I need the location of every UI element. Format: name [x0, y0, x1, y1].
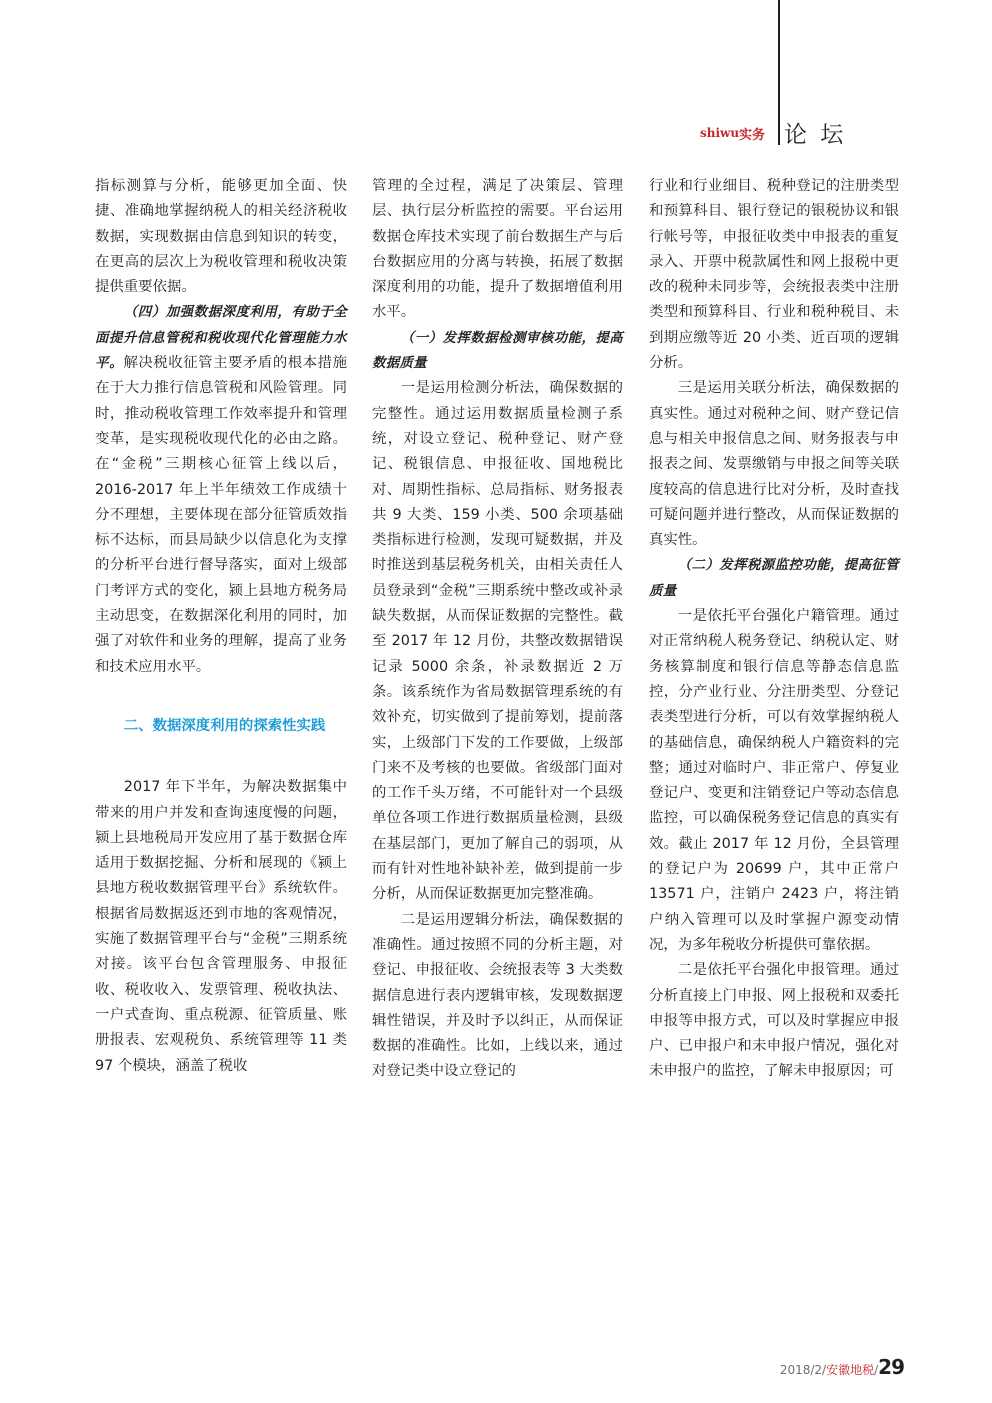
section-heading: 二、数据深度利用的探索性实践	[123, 717, 326, 734]
paragraph: 二是依托平台强化申报管理。通过分析直接上门申报、网上报税和双委托申报等申报方式，可以及时掌握应申报户、已申报户和未申报户情况，强化对未申报户的监控，了解未申报原因；可	[649, 962, 899, 1080]
subheading-text: （一）发挥数据检测审核功能，提高数据质量	[372, 329, 623, 372]
paragraph: 二是运用逻辑分析法，确保数据的准确性。通过按照不同的分析主题，对登记、申报征收、会统报表等 3 大类数据信息进行表内逻辑审核，发现数据逻辑性错误，并及时予以纠正，从而保证数据的准确性。比如，上线以来，通过对登记类中设立登记的	[372, 911, 623, 1080]
page-header	[700, 118, 900, 148]
paragraph: 2017 年下半年，为解决数据集中带来的用户并发和查询速度慢的问题，颍上县地税局开发应用了基于数据仓库适用于数据挖掘、分析和展现的《颍上县地方税收数据管理平台》系统软件。根据省局数据返还到市地的客观情况，实施了数据管理平台与“金税”三期系统对接。该平台包含管理服务、申报征收、税收收入、发票管理、税收执法、一户式查询、重点税源、征管质量、账册报表、宏观税负、系统管理等 11 类 97 个模块，涵盖了税收	[95, 779, 347, 1074]
text-column-1	[95, 174, 347, 1079]
paragraph	[95, 300, 347, 679]
subheading-text: （二）发挥税源监控功能，提高征管质量	[649, 557, 899, 599]
paragraph: 一是运用检测分析法，确保数据的完整性。通过运用数据质量检测子系统，对设立登记、税种登记、财产登记、税银信息、申报征收、国地税比对、周期性指标、总局指标、财务报表共 9 大类、159 小类、500 余项基础类指标进行检测，发现可疑数据，并及时推送到基层税务机关，由相关责任人员登录到“金税”三期系统中整改或补录缺失数据，从而保证数据的完整性。截至 2017 年 12 月份，共整改数据错误记录 5000 余条，补录数据近 2 万条。该系统作为省局数据管理系统的有效补充，切实做到了提前筹划，提前落实，上级部门下发的工作要做，上级部门来不及考核的也要做。省级部门面对的工作千头万绪，不可能针对一个县级单位各项工作进行数据质量检测，县级在基层部门，更加了解自己的弱项，从而有针对性地补缺补差，做到提前一步分析，从而保证数据更加完整准确。	[372, 380, 623, 903]
subheading: （四）加强数据深度利用，有助于全面提升信息管税和税收现代化管理能力水平。	[95, 304, 347, 372]
paragraph: 指标测算与分析，能够更加全面、快捷、准确地掌握纳税人的相关经济税收数据，实现数据由信息到知识的转变，在更高的层次上为税收管理和税收决策提供重要依据。	[95, 178, 347, 296]
paragraph-body: 解决税收征管主要矛盾的根本措施在于大力推行信息管税和风险管理。同时，推动税收管理工作效率提升和管理变革，是实现税收现代化的必由之路。在“金税”三期核心征管上线以后，2016-2017 年上半年绩效工作成绩十分不理想，主要体现在部分征管质效指标不达标，而县局缺少以信息化为支撑的分析平台进行督导落实，面对上级部门考评方式的变化，颍上县地方税务局主动思变，在数据深化利用的同时，加强了对软件和业务的理解，提高了业务和技术应用水平。	[95, 355, 347, 675]
section-label-cn: 实务	[739, 128, 766, 143]
text-column-3	[649, 174, 899, 1085]
page-number: 29	[878, 1355, 904, 1379]
page-footer	[780, 1355, 904, 1379]
issue-date: 2018/2/	[779, 1363, 827, 1377]
subheading	[649, 553, 899, 604]
column-title: 论 坛	[784, 122, 847, 148]
magazine-name: 安徽地税	[826, 1363, 875, 1377]
paragraph: 行业和行业细目、税种登记的注册类型和预算科目、银行登记的银税协议和银行帐号等，申报征收类中申报表的重复录入、开票中税款属性和网上报税中更改的税种未同步等，会统报表类中注册类型和预算科目、行业和税种税目、未到期应缴等近 20 小类、近百项的逻辑分析。	[649, 178, 899, 372]
paragraph: 三是运用关联分析法，确保数据的真实性。通过对税种之间、财产登记信息与相关申报信息之间、财务报表与申报表之间、发票缴销与申报之间等关联度较高的信息进行比对分析，及时查找可疑问题并进行整改，从而保证数据的真实性。	[649, 380, 899, 549]
paragraph: 管理的全过程，满足了决策层、管理层、执行层分析监控的需要。平台运用数据仓库技术实现了前台数据生产与后台数据应用的分离与转换，拓展了数据深度利用的功能，提升了数据增值利用水平。	[372, 178, 623, 321]
paragraph: 一是依托平台强化户籍管理。通过对正常纳税人税务登记、纳税认定、财务核算制度和银行信息等静态信息监控，分产业行业、分注册类型、分登记表类型进行分析，可以有效掌握纳税人的基础信息，确保纳税人户籍资料的完整；通过对临时户、非正常户、停复业登记户、变更和注销登记户等动态信息监控，可以确保税务登记信息的真实有效。截止 2017 年 12 月份，全县管理的登记户为 20699 户，其中正常户 13571 户，注销户 2423 户，将注销户纳入管理可以及时掌握户源变动情况，为多年税收分析提供可靠依据。	[649, 608, 899, 953]
text-column-2	[372, 174, 623, 1085]
subheading	[372, 326, 623, 377]
footer-separator: /	[874, 1363, 879, 1377]
section-label-en: shiwu	[700, 126, 740, 140]
